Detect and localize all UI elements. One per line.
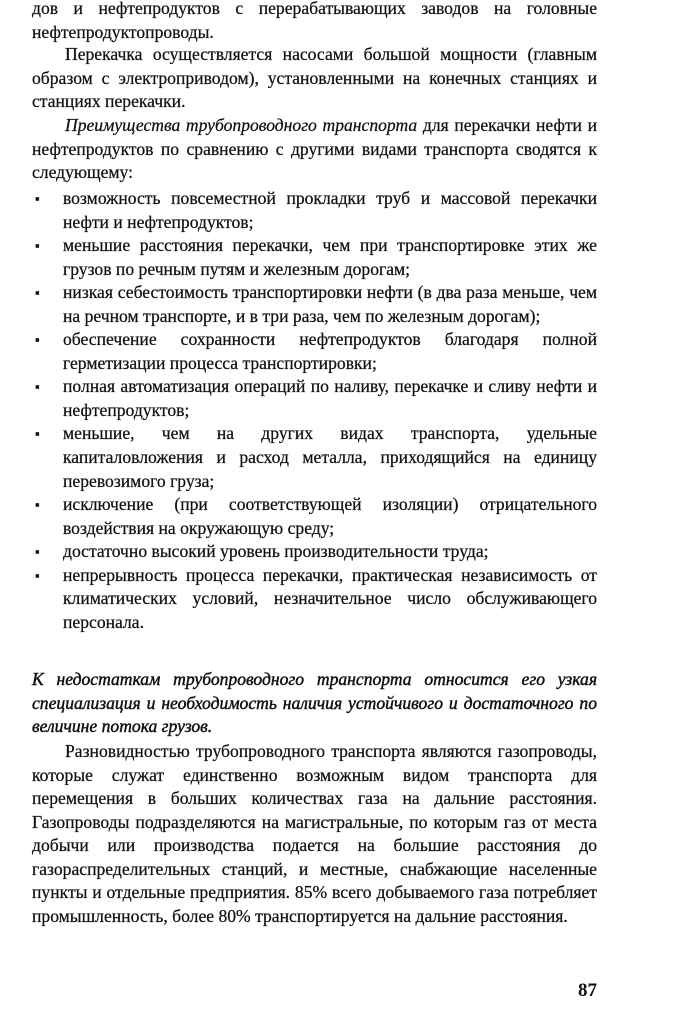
list-item: [32, 564, 597, 635]
page-number: 87: [578, 980, 597, 1001]
list-item: [32, 281, 597, 328]
bullet-icon: ▪: [35, 285, 40, 301]
bullet-icon: ▪: [35, 332, 40, 348]
list-item: [32, 493, 597, 540]
advantages-list: [32, 187, 597, 634]
bullet-icon: ▪: [35, 497, 40, 513]
list-item-text: меньшие, чем на других видах транспорта, удельные капиталовложения и расход металла, приходящийся на единицу перевозимого груза;: [63, 423, 597, 491]
advantages-text: для перекачки нефти и нефтепродуктов по сравнению с другими видами транспорта сводятся к следующему:: [32, 115, 598, 183]
disadvantages-paragraph: К недостаткам трубопроводного транспорта относится его узкая специализация и необходимость наличия устойчивого и достаточного по величине потока грузов.: [32, 669, 597, 737]
advantages-paragraph: [32, 114, 597, 185]
list-item-text: возможность повсеместной прокладки труб и массовой перекачки нефти и нефтепродуктов;: [63, 188, 597, 232]
list-item-text: меньшие расстояния перекачки, чем при транспортировке этих же грузов по речным путям и железным дорогам;: [63, 235, 597, 279]
list-item: [32, 422, 597, 493]
list-item-text: достаточно высокий уровень производительности труда;: [63, 541, 489, 562]
bullet-icon: ▪: [35, 379, 40, 395]
list-item: [32, 375, 597, 422]
list-item-text: исключение (при соответствующей изоляции) отрицательного воздействия на окружающую среду;: [63, 494, 597, 538]
list-item: [32, 328, 597, 375]
list-item: [32, 187, 597, 234]
list-item-text: низкая себестоимость транспортировки нефти (в два раза меньше, чем на речном транспорте, и в три раза, чем по железным дорогам);: [63, 282, 597, 326]
bullet-icon: ▪: [35, 426, 40, 442]
bullet-icon: ▪: [35, 238, 40, 254]
list-item-text: полная автоматизация операций по наливу, перекачке и сливу нефти и нефтепродуктов;: [63, 376, 597, 420]
list-item-text: непрерывность процесса перекачки, практическая независимость от климатических условий, незначительное число обслуживающего персонала.: [63, 564, 597, 632]
advantages-emphasis: Преимущества трубопроводного транспорта: [65, 115, 418, 135]
list-item: [32, 234, 597, 281]
bullet-icon: ▪: [35, 544, 40, 560]
bullet-icon: ▪: [35, 567, 40, 583]
list-item: [32, 540, 597, 564]
pumping-paragraph: Перекачка осуществляется насосами большой мощности (главным образом с электроприводом), установленными на конечных станциях и станциях перекачки.: [32, 44, 597, 112]
continued-paragraph: дов и нефтепродуктов с перерабатывающих заводов на головные нефтепродуктопроводы.: [32, 0, 597, 42]
gas-pipelines-paragraph: Разновидностью трубопроводного транспорта являются газопроводы, которые служат единственно возможным видом транспорта для перемещения в больших количествах газа на дальние расстояния. Газопроводы подразделяются на магистральные, по которым газ от места добычи или производства подается на большие расстояния до газораспределительных станций, и местные, снабжающие населенные пункты и отдельные предприятия. 85% всего добываемого газа потребляет промышленность, более 80% транспортируется на дальние расстояния.: [32, 741, 597, 926]
bullet-icon: ▪: [35, 191, 40, 206]
list-item-text: обеспечение сохранности нефтепродуктов благодаря полной герметизации процесса транспортировки;: [63, 329, 597, 373]
